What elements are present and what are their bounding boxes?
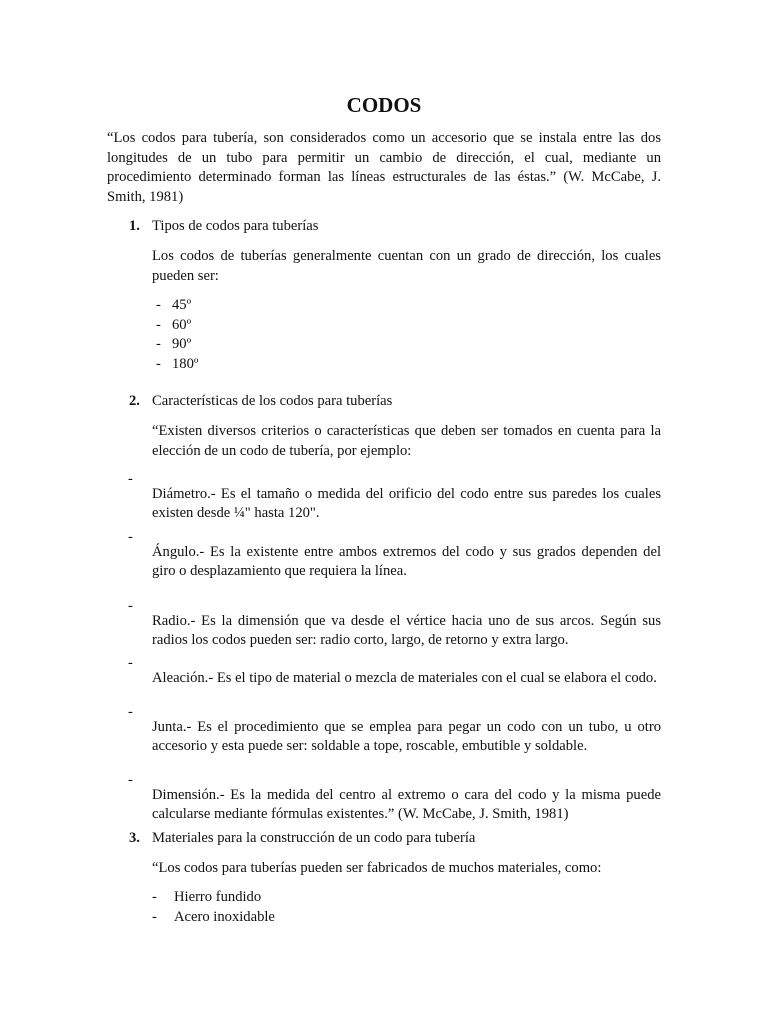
list-item: - Hierro fundido bbox=[152, 889, 262, 905]
section-1-number: 1. bbox=[129, 218, 140, 234]
feature-item-angulo: - Ángulo.- Es la existente entre ambos extremos del codo y sus grados dependen del giro o desplazamiento que requiera la línea. bbox=[128, 529, 661, 580]
page-title: CODOS bbox=[346, 93, 422, 117]
materials-list bbox=[152, 888, 275, 927]
section-2-number: 2. bbox=[129, 393, 140, 409]
section-3-paragraph: “Los codos para tuberías pueden ser fabricados de muchos materiales, como: bbox=[152, 860, 602, 876]
feature-item-radio: - Radio.- Es la dimensión que va desde el vértice hacia uno de sus arcos. Según sus radios los codos pueden ser: radio corto, largo, de retorno y extra largo. bbox=[128, 598, 661, 649]
degree-list bbox=[156, 296, 198, 374]
section-1-title: Tipos de codos para tuberías bbox=[152, 218, 319, 234]
list-item: - 180º bbox=[156, 355, 199, 372]
section-1-paragraph: Los codos de tuberías generalmente cuentan con un grado de dirección, los cuales pueden ser: bbox=[152, 248, 661, 284]
feature-item-junta: - Junta.- Es el procedimiento que se emplea para pegar un codo con un tubo, u otro accesorio y esta puede ser: soldable a tope, roscable, embutible y soldable. bbox=[128, 704, 661, 755]
feature-item-dimension: - Dimensión.- Es la medida del centro al extremo o cara del codo y la misma puede calcularse mediante fórmulas existentes.” (W. McCabe, J. Smith, 1981) bbox=[128, 772, 661, 823]
section-2-paragraph: “Existen diversos criterios o características que deben ser tomados en cuenta para la elección de un codo de tubería, por ejemplo: bbox=[152, 423, 661, 459]
document-page bbox=[107, 0, 661, 1024]
section-2-heading bbox=[129, 392, 659, 412]
list-item: - 90º bbox=[156, 336, 192, 352]
section-3-heading bbox=[129, 829, 659, 849]
feature-item-diametro: - Diámetro.- Es el tamaño o medida del orificio del codo entre sus paredes los cuales existen desde ¼" hasta 120". bbox=[128, 471, 661, 522]
feature-item-aleacion: - Aleación.- Es el tipo de material o mezcla de materiales con el cual se elabora el codo. bbox=[128, 655, 657, 686]
list-item: - 60º bbox=[156, 316, 192, 333]
section-1-heading bbox=[129, 217, 659, 237]
section-3-title: Materiales para la construcción de un codo para tubería bbox=[152, 830, 476, 846]
section-3-number: 3. bbox=[129, 830, 140, 846]
intro-paragraph: “Los codos para tubería, son considerados como un accesorio que se instala entre las dos longitudes de un tubo para permitir un cambio de dirección, el cual, mediante un procedimiento determinado forman las líneas estructurales de las éstas.” (W. McCabe, J. Smith, 1981) bbox=[107, 130, 661, 205]
list-item: - Acero inoxidable bbox=[152, 908, 275, 925]
list-item: - 45º bbox=[156, 297, 192, 313]
section-2-title: Características de los codos para tuberías bbox=[152, 393, 393, 409]
